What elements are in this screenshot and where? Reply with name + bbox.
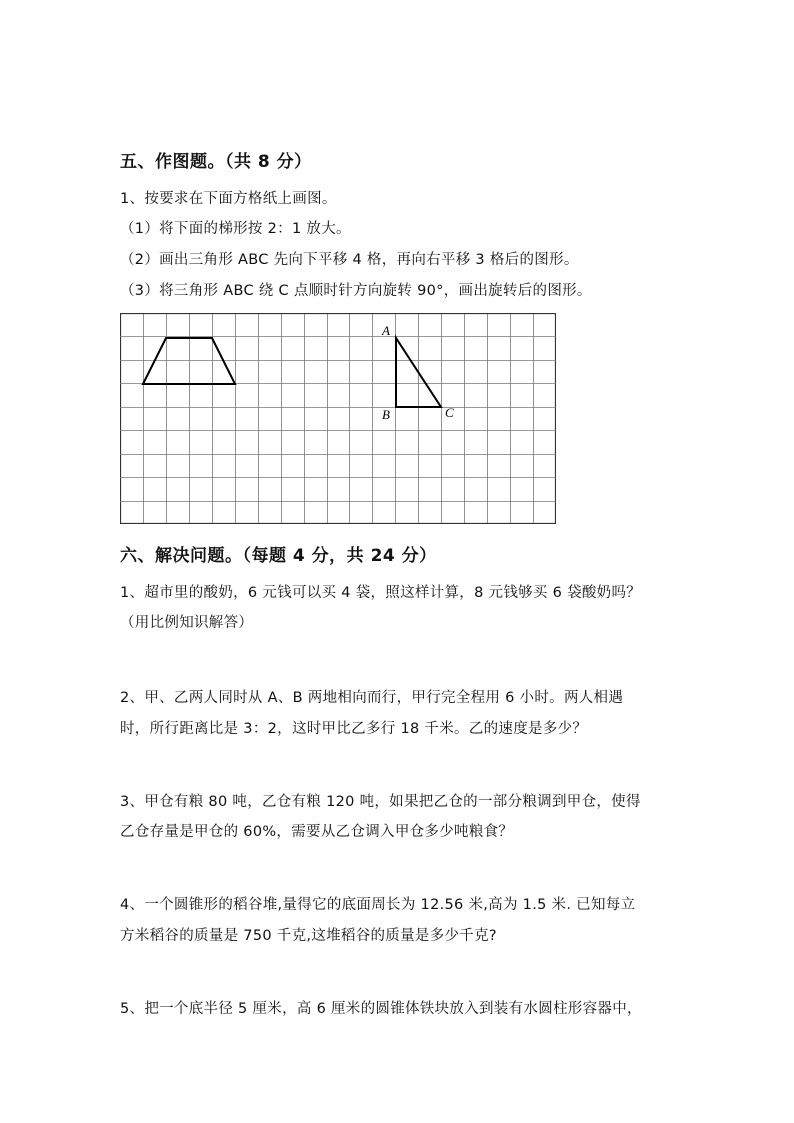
- section-6-title: 六、解决问题。（每题 4 分，共 24 分）: [120, 546, 437, 566]
- trapezoid: [143, 338, 235, 384]
- problem-4-line-2: 方米稻谷的质量是 750 千克,这堆稻谷的质量是多少千克?: [120, 928, 497, 944]
- problem-3-line-2: 乙仓存量是甲仓的 60%，需要从乙仓调入甲仓多少吨粮食？: [120, 824, 514, 840]
- problem-1-line-2: （用比例知识解答）: [120, 615, 254, 631]
- question-1: 1、按要求在下面方格纸上画图。: [120, 191, 337, 207]
- grid-paper: [120, 313, 556, 524]
- problem-2-line-1: 2、甲、乙两人同时从 A、B 两地相向而行，甲行完全程用 6 小时。两人相遇: [120, 690, 624, 706]
- label-b: B: [382, 407, 390, 422]
- problem-5-line-1: 5、把一个底半径 5 厘米，高 6 厘米的圆锥体铁块放入到装有水圆柱形容器中，: [120, 1001, 642, 1017]
- section-5-title: 五、作图题。（共 8 分）: [120, 152, 312, 172]
- grid-lines: [120, 313, 556, 524]
- problem-1-line-1: 1、超市里的酸奶，6 元钱可以买 4 袋，照这样计算，8 元钱够买 6 袋酸奶吗？: [120, 585, 642, 601]
- problem-2-line-2: 时，所行距离比是 3：2，这时甲比乙多行 18 千米。乙的速度是多少？: [120, 721, 588, 737]
- problem-4-line-1: 4、一个圆锥形的稻谷堆,量得它的底面周长为 12.56 米,高为 1.5 米. 已知每立: [120, 897, 636, 913]
- label-a: A: [382, 323, 390, 338]
- question-1-part-1: （1）将下面的梯形按 2：1 放大。: [120, 221, 351, 237]
- label-c: C: [445, 405, 454, 420]
- grid-figure: [120, 313, 556, 524]
- question-1-part-3: （3）将三角形 ABC 绕 C 点顺时针方向旋转 90°，画出旋转后的图形。: [120, 283, 592, 299]
- problem-3-line-1: 3、甲仓有粮 80 吨，乙仓有粮 120 吨，如果把乙仓的一部分粮调到甲仓，使得: [120, 794, 641, 810]
- question-1-part-2: （2）画出三角形 ABC 先向下平移 4 格，再向右平移 3 格后的图形。: [120, 252, 579, 268]
